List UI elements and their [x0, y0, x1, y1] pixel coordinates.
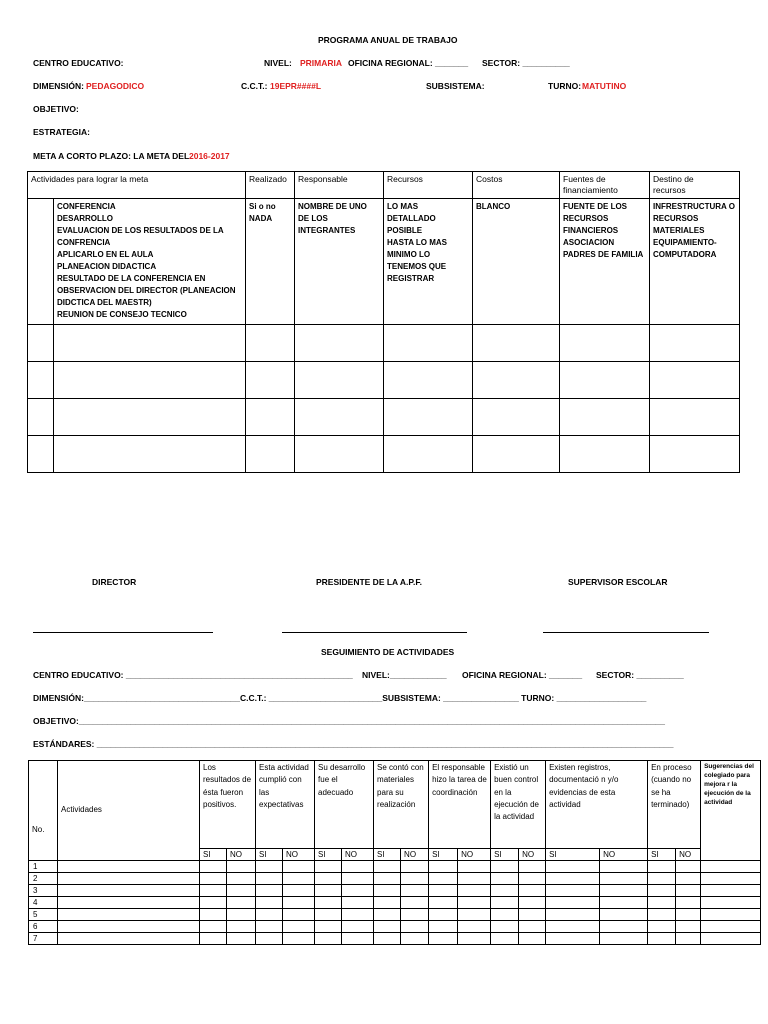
col-q1-header: Los resultados de ésta fueron positivos. — [200, 761, 256, 849]
col-no-header: No. — [29, 761, 58, 861]
si-header: SI — [648, 849, 676, 861]
cct-value: 19EPR####L — [270, 81, 322, 91]
row-number: 1 — [29, 861, 58, 873]
row-number: 3 — [29, 885, 58, 897]
page-title: PROGRAMA ANUAL DE TRABAJO — [318, 35, 458, 45]
plan-fuentes-cell: FUENTE DE LOS RECURSOS FINANCIEROS ASOCIACION PADRES DE FAMILIA — [560, 199, 650, 325]
meta-value: 2016-2017 — [189, 151, 230, 161]
plan-responsable-cell: NOMBRE DE UNO DE LOS INTEGRANTES — [295, 199, 384, 325]
si-header: SI — [200, 849, 227, 861]
table-row — [29, 873, 761, 885]
header-fuentes: Fuentes de financiamiento — [560, 172, 650, 199]
col-actividades-header: Actividades — [58, 761, 200, 861]
director-signature-line — [33, 632, 213, 633]
col-q4-header: Se contó con materiales para su realización — [374, 761, 429, 849]
table-row — [29, 909, 761, 921]
row-number: 5 — [29, 909, 58, 921]
seguimiento-title: SEGUIMIENTO DE ACTIVIDADES — [321, 647, 455, 657]
seguimiento-table — [28, 760, 761, 945]
no-header: NO — [600, 849, 648, 861]
header-costos: Costos — [473, 172, 560, 199]
turno-label: TURNO: — [548, 81, 582, 91]
table-row — [29, 897, 761, 909]
header-destino: Destino de recursos — [650, 172, 740, 199]
si-header: SI — [546, 849, 600, 861]
plan-realizado-cell: Si o no NADA — [246, 199, 295, 325]
si-header: SI — [256, 849, 283, 861]
estrategia-label: ESTRATEGIA: — [33, 127, 90, 137]
plan-actividades-cell: CONFERENCIA DESARROLLO EVALUACION DE LOS RESULTADOS DE LA CONFRENCIA APLICARLO EN EL AULA PLANEACION DIDACTICA RESULTADO DE LA CONFERENCIA EN OBSERVACION DEL DIRECTOR (PLANEACION DIDCTICA DEL MAESTR) REUNION DE CONSEJO TECNICO — [54, 199, 246, 325]
plan-destino-cell: INFRESTRUCTURA O RECURSOS MATERIALES EQUIPAMIENTO-COMPUTADORA — [650, 199, 740, 325]
no-header: NO — [227, 849, 256, 861]
seg-estandares-line: ESTÁNDARES: __________________________________________________________________________________________________________________________ — [33, 739, 674, 749]
no-header: NO — [401, 849, 429, 861]
nivel-value: PRIMARIA — [300, 58, 343, 68]
table-row — [29, 921, 761, 933]
sector-label: SECTOR: __________ — [482, 58, 570, 68]
plan-costos-cell: BLANCO — [473, 199, 560, 325]
header-actividades: Actividades para lograr la meta — [28, 172, 246, 199]
table-row — [28, 325, 740, 362]
table-row — [28, 436, 740, 473]
row-number: 7 — [29, 933, 58, 945]
row-number: 6 — [29, 921, 58, 933]
plan-recursos-cell: LO MAS DETALLADO POSIBLE HASTA LO MAS MINIMO LO TENEMOS QUE REGISTRAR — [384, 199, 473, 325]
plan-table — [27, 171, 740, 473]
header-realizado: Realizado — [246, 172, 295, 199]
nivel-label: NIVEL: — [264, 58, 292, 68]
col-q6-header: Existió un buen control en la ejecución de la actividad — [491, 761, 546, 849]
table-row — [28, 362, 740, 399]
supervisor-signature-line — [543, 632, 709, 633]
dimension-value: PEDAGODICO — [86, 81, 145, 91]
col-q5-header: El responsable hizo la tarea de coordinación — [429, 761, 491, 849]
seg-centro-line: CENTRO EDUCATIVO: ________________________________________________ — [33, 670, 353, 680]
no-header: NO — [458, 849, 491, 861]
seg-objetivo-line: OBJETIVO:____________________________________________________________________________________________________________________________ — [33, 716, 665, 726]
header-responsable: Responsable — [295, 172, 384, 199]
seg-sector-line: SECTOR: __________ — [596, 670, 684, 680]
table-row — [28, 399, 740, 436]
si-header: SI — [315, 849, 342, 861]
col-q2-header: Esta actividad cumplió con las expectativas — [256, 761, 315, 849]
si-header: SI — [491, 849, 519, 861]
si-header: SI — [429, 849, 458, 861]
table-row — [29, 885, 761, 897]
presidente-signature-line — [282, 632, 467, 633]
row-number: 2 — [29, 873, 58, 885]
supervisor-label: SUPERVISOR ESCOLAR — [568, 577, 668, 587]
seg-nivel-line: NIVEL:____________ — [362, 670, 447, 680]
row-number: 4 — [29, 897, 58, 909]
col-q9-header: Sugerencias del colegiado para mejora r la ejecución de la actividad — [701, 761, 761, 861]
director-label: DIRECTOR — [92, 577, 137, 587]
table-row — [29, 861, 761, 873]
col-q3-header: Su desarrollo fue el adecuado — [315, 761, 374, 849]
subsistema-label: SUBSISTEMA: — [426, 81, 485, 91]
objetivo-label: OBJETIVO: — [33, 104, 79, 114]
presidente-label: PRESIDENTE DE LA A.P.F. — [316, 577, 422, 587]
turno-value: MATUTINO — [582, 81, 627, 91]
plan-cell-blank — [28, 199, 54, 325]
seg-dimension-line: DIMENSIÓN:_________________________________C.C.T.: ________________________SUBSISTEMA: ________________ TURNO: ___________________ — [33, 693, 647, 703]
dimension-label: DIMENSIÓN: — [33, 81, 84, 91]
no-header: NO — [283, 849, 315, 861]
cct-label: C.C.T.: — [241, 81, 268, 91]
no-header: NO — [519, 849, 546, 861]
meta-label: META A CORTO PLAZO: LA META DEL — [33, 151, 190, 161]
table-row — [29, 933, 761, 945]
no-header: NO — [342, 849, 374, 861]
centro-educativo-label: CENTRO EDUCATIVO: — [33, 58, 124, 68]
header-recursos: Recursos — [384, 172, 473, 199]
si-header: SI — [374, 849, 401, 861]
oficina-regional-label: OFICINA REGIONAL: _______ — [348, 58, 469, 68]
col-q8-header: En proceso (cuando no se ha terminado) — [648, 761, 701, 849]
no-header: NO — [676, 849, 701, 861]
col-q7-header: Existen registros, documentació n y/o evidencias de esta actividad — [546, 761, 648, 849]
seg-oficina-line: OFICINA REGIONAL: _______ — [462, 670, 583, 680]
